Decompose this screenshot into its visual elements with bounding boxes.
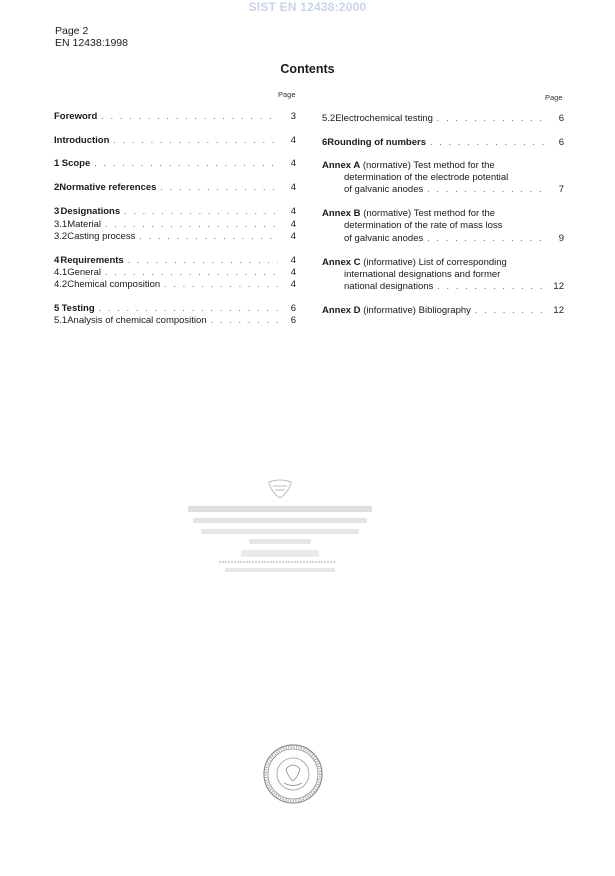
- annex-type: (informative): [363, 305, 416, 316]
- annex-name: Annex C: [322, 257, 361, 268]
- annex-type: (normative): [363, 208, 412, 219]
- dot-leader: [211, 315, 278, 325]
- toc-entry-number: 4: [54, 255, 60, 266]
- annex-title-line: Test method for the: [413, 208, 496, 219]
- dot-leader: [105, 267, 278, 277]
- annex-d-label: [322, 305, 471, 316]
- toc-entry-foreword[interactable]: [54, 111, 296, 122]
- toc-entry-number: 4.2: [54, 279, 68, 290]
- annex-c-last-line: [344, 281, 564, 292]
- page-number: Page 2: [55, 25, 89, 37]
- annex-title-line: determination of the rate of mass loss: [344, 220, 503, 231]
- toc-entry-chemical-composition[interactable]: [54, 279, 296, 290]
- toc-entry-page: 4: [290, 255, 296, 266]
- dot-leader: [160, 182, 278, 192]
- toc-entry-number: 4.1: [54, 267, 68, 278]
- toc-entry-electrochemical-testing[interactable]: [322, 113, 564, 124]
- toc-entry-page: 12: [553, 281, 564, 292]
- toc-entry-annex-d[interactable]: [322, 305, 564, 316]
- toc-entry-label: Analysis of chemical composition: [67, 315, 207, 326]
- toc-entry-number: 3.2: [54, 231, 68, 242]
- toc-entry-page: 4: [290, 206, 296, 217]
- institute-stamp: [185, 478, 375, 588]
- dot-leader: [430, 137, 546, 147]
- dot-leader: [164, 279, 278, 289]
- round-seal: [262, 743, 324, 805]
- toc-entry-page: 6: [290, 315, 296, 326]
- dot-leader: [124, 206, 278, 216]
- toc-entry-number: 5.2: [322, 113, 336, 124]
- toc-entry-label: Designations: [60, 206, 121, 217]
- toc-entry-page: 6: [558, 137, 564, 148]
- annex-title-line: of galvanic anodes: [344, 233, 424, 244]
- toc-entry-page: 9: [558, 233, 564, 244]
- toc-entry-number: 5: [54, 303, 60, 314]
- document-number: EN 12438:1998: [55, 37, 128, 49]
- toc-entry-number: 3.1: [54, 219, 68, 230]
- annex-title-line: determination of the electrode potential: [344, 172, 509, 183]
- toc-entry-label: Requirements: [60, 255, 124, 266]
- toc-entry-page: 4: [290, 158, 296, 169]
- toc-entry-analysis-chemical-composition[interactable]: [54, 315, 296, 326]
- toc-entry-label: Casting process: [67, 231, 136, 242]
- toc-entry-page: 7: [558, 184, 564, 195]
- toc-entry-number: 3: [54, 206, 60, 217]
- toc-entry-label: Testing: [61, 303, 95, 314]
- dot-leader: [427, 184, 546, 194]
- dot-leader: [105, 219, 278, 229]
- dot-leader: [139, 231, 278, 241]
- toc-entry-normative-references[interactable]: [54, 182, 296, 193]
- annex-b-last-line: [344, 233, 564, 244]
- toc-entry-page: 6: [558, 113, 564, 124]
- toc-entry-requirements[interactable]: [54, 255, 296, 266]
- dot-leader: [99, 303, 278, 313]
- dot-leader: [437, 113, 546, 123]
- dot-leader: [94, 158, 278, 168]
- toc-entry-label: Introduction: [54, 135, 110, 146]
- toc-entry-page: 6: [290, 303, 296, 314]
- page-column-label-right: Page: [545, 93, 563, 102]
- annex-title-line: international designations and former: [344, 269, 501, 280]
- toc-entry-material[interactable]: [54, 219, 296, 230]
- annex-name: Annex D: [322, 305, 361, 316]
- toc-entry-general[interactable]: [54, 267, 296, 278]
- annex-title-line: Test method for the: [413, 160, 495, 171]
- annex-type: (informative): [363, 257, 416, 268]
- toc-entry-designations[interactable]: [54, 206, 296, 217]
- toc-entry-casting-process[interactable]: [54, 231, 296, 242]
- toc-entry-label: General: [67, 267, 102, 278]
- toc-entry-number: 2: [54, 182, 60, 193]
- annex-title-line: of galvanic anodes: [344, 184, 424, 195]
- dot-leader: [475, 305, 546, 315]
- dot-leader: [128, 255, 278, 265]
- dot-leader: [437, 281, 546, 291]
- dot-leader: [101, 111, 278, 121]
- annex-type: (normative): [362, 160, 411, 171]
- annex-a-line-1: [322, 160, 495, 171]
- toc-entry-label: Scope: [61, 158, 91, 169]
- toc-entry-number: 5.1: [54, 315, 68, 326]
- toc-entry-page: 4: [290, 279, 296, 290]
- toc-entry-label: Rounding of numbers: [327, 137, 426, 148]
- annex-name: Annex A: [322, 160, 361, 171]
- toc-entry-scope[interactable]: [54, 158, 296, 169]
- annex-c-line-1: [322, 257, 507, 268]
- watermark: SIST EN 12438:2000: [248, 0, 367, 14]
- dot-leader: [427, 233, 546, 243]
- toc-entry-label: Chemical composition: [67, 279, 161, 290]
- toc-entry-introduction[interactable]: [54, 135, 296, 146]
- toc-entry-page: 4: [290, 267, 296, 278]
- annex-b-line-1: [322, 208, 495, 219]
- seal-graphic: [262, 743, 324, 805]
- annex-title-line: Bibliography: [418, 305, 471, 316]
- toc-entry-page: 12: [553, 305, 564, 316]
- toc-entry-label: Normative references: [59, 182, 157, 193]
- contents-title: Contents: [280, 62, 335, 76]
- toc-entry-label: Electrochemical testing: [335, 113, 433, 124]
- toc-entry-page: 4: [290, 219, 296, 230]
- annex-a-last-line: [344, 184, 564, 195]
- page-column-label-left: Page: [278, 90, 296, 99]
- toc-entry-page: 4: [290, 231, 296, 242]
- annex-title-line: List of corresponding: [418, 257, 507, 268]
- toc-entry-page: 4: [290, 182, 296, 193]
- toc-entry-page: 4: [290, 135, 296, 146]
- toc-entry-number: 1: [54, 158, 60, 169]
- dot-leader: [113, 135, 278, 145]
- toc-entry-rounding-of-numbers[interactable]: [322, 137, 564, 148]
- toc-entry-testing[interactable]: [54, 303, 296, 314]
- toc-entry-label: Material: [67, 219, 102, 230]
- toc-entry-number: 6: [322, 137, 328, 148]
- page-header: [55, 25, 128, 49]
- toc-entry-label: Foreword: [54, 111, 98, 122]
- stamp-graphic: [185, 478, 375, 588]
- annex-name: Annex B: [322, 208, 361, 219]
- toc-entry-page: 3: [290, 111, 296, 122]
- annex-title-line: national designations: [344, 281, 434, 292]
